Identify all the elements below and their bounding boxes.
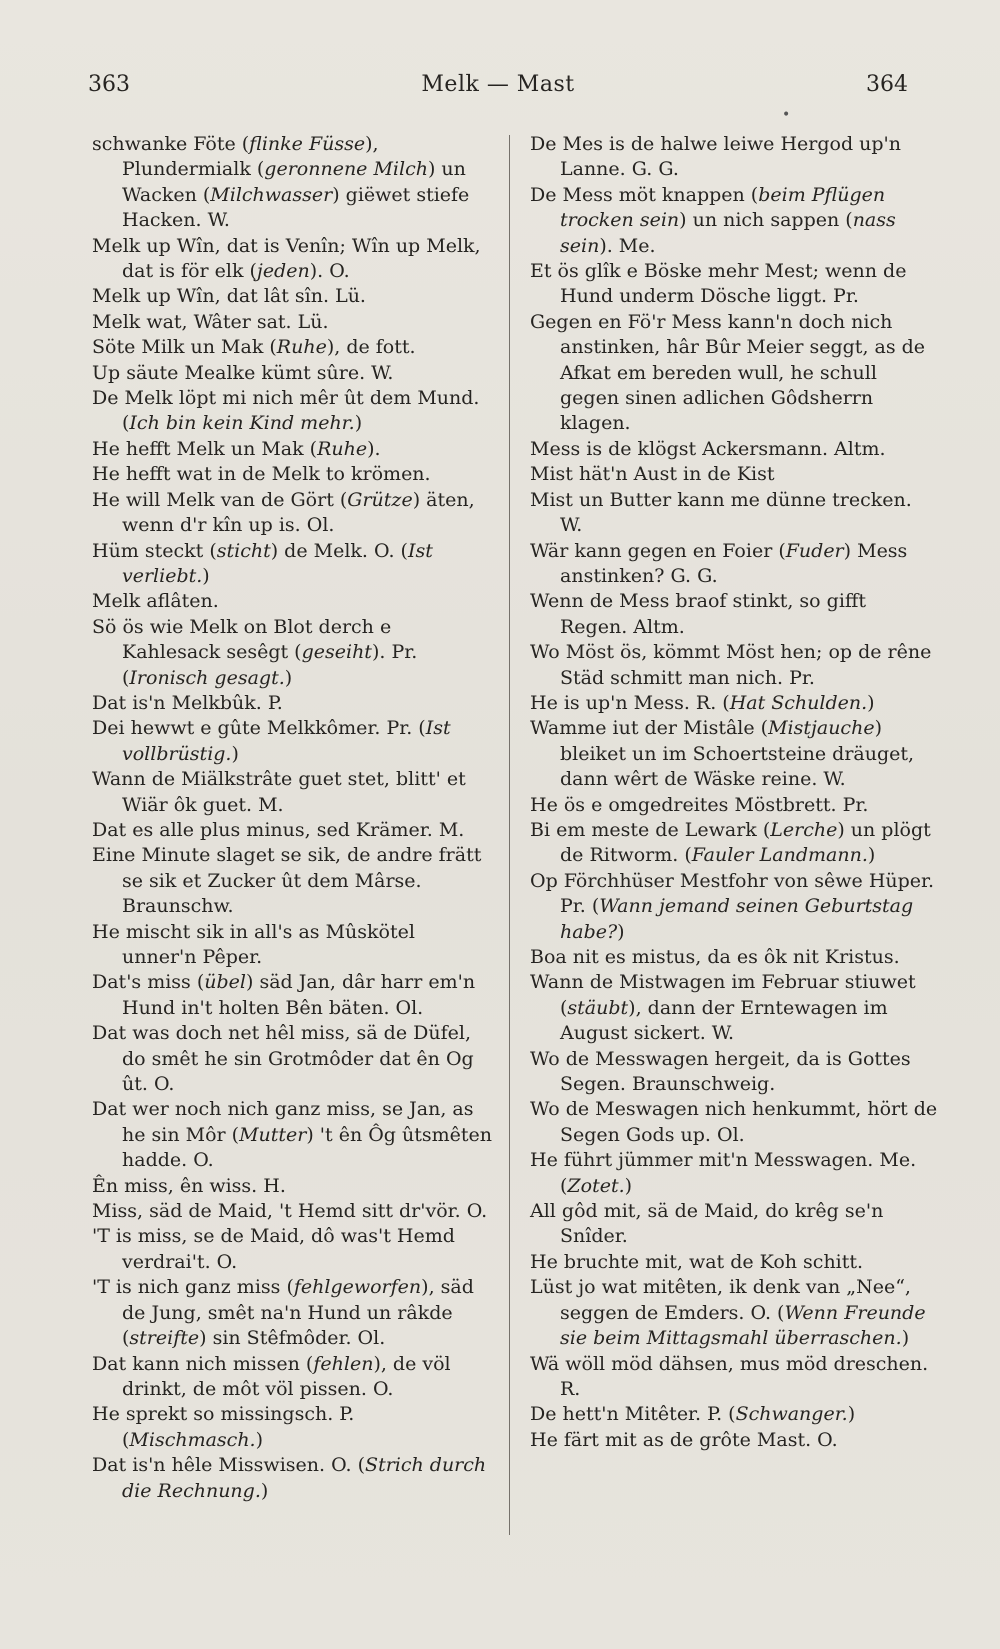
dialect-text: Dat wer noch nich ganz miss, se Jan, as he sin Môr (	[92, 1098, 474, 1146]
gloss-text: übel	[204, 971, 246, 994]
proverb-entry	[530, 1047, 938, 1098]
dialect-text: Wo de Messwagen hergeit, da is Gottes Segen. Braunschweig.	[530, 1047, 911, 1096]
dialect-text: Op Förchhüser Mestfohr von sêwe Hüper. Pr. (	[530, 869, 935, 918]
gloss-text: Schwanger.	[735, 1403, 848, 1426]
dialect-text: He will Melk van de Gört (	[92, 488, 348, 511]
dialect-text: ) un Wacken (	[122, 158, 466, 206]
dialect-text: Wä wöll möd dähsen, mus möd dreschen. R.	[530, 1352, 929, 1400]
dialect-text: )	[354, 412, 363, 435]
proverb-entry	[92, 1453, 492, 1504]
dialect-text: He ös e omgedreites Möstbrett. Pr.	[530, 793, 869, 816]
dialect-text: ), de völ drinkt, de môt völ pissen. O.	[122, 1352, 451, 1400]
dialect-text: ).	[367, 437, 381, 460]
dialect-text: Lüst jo wat mitêten, ik denk van „Nee“, seggen de Emders. O. (	[530, 1276, 911, 1324]
proverb-entry	[530, 462, 938, 487]
proverb-entry	[92, 234, 492, 285]
gloss-text: flinke Füsse	[249, 133, 366, 155]
dialect-text: Up säute Mealke kümt sûre. W.	[92, 361, 394, 384]
proverb-entry	[92, 437, 492, 462]
gloss-text: Hat Schulden.	[729, 691, 868, 714]
gloss-text: geseiht	[301, 641, 372, 664]
proverb-entry	[92, 310, 492, 335]
proverb-entry	[92, 132, 492, 234]
dialect-text: ), de fott.	[326, 336, 416, 359]
proverb-entry	[530, 691, 938, 716]
proverb-entry	[92, 361, 492, 386]
proverb-entry	[530, 589, 938, 640]
proverb-entry	[530, 818, 938, 869]
dialect-text: Wär kann gegen en Foier (	[530, 539, 786, 562]
dialect-text: )	[617, 920, 625, 943]
dialect-text: All gôd mit, sä de Maid, do krêg se'n Snîder.	[530, 1200, 884, 1248]
dialect-text: )	[867, 844, 876, 867]
dialect-text: He is up'n Mess. R. (	[530, 691, 730, 714]
gloss-text: streifte	[129, 1327, 200, 1350]
proverb-entry	[92, 615, 492, 691]
dialect-text: Wo Möst ös, kömmt Möst hen; op de rêne Städ schmitt man nich. Pr.	[530, 641, 932, 689]
gloss-text: Ruhe	[317, 437, 368, 460]
dialect-text: He hefft wat in de Melk to krömen.	[92, 463, 431, 486]
dialect-text: He bruchte mit, wat de Koh schitt.	[530, 1250, 864, 1273]
dialect-text: )	[624, 1174, 633, 1197]
dialect-text: Miss, säd de Maid, 't Hemd sitt dr'vör. O.	[92, 1200, 488, 1223]
gloss-text: Milchwasser	[210, 183, 333, 206]
proverb-entry	[92, 1224, 492, 1275]
dialect-text: Hüm steckt (	[92, 539, 217, 562]
gloss-text: Mischmasch.	[129, 1428, 256, 1451]
gloss-text: Ist vollbrüstig.	[122, 717, 451, 765]
proverb-entry	[92, 767, 492, 818]
dialect-text: Mess is de klögst Ackersmann. Altm.	[530, 437, 886, 460]
proverb-entry	[530, 488, 938, 539]
proverb-entry	[530, 869, 938, 945]
dialect-text: Dei hewwt e gûte Melkkômer. Pr. (	[92, 717, 426, 740]
gloss-text: stäubt	[567, 996, 629, 1019]
gloss-text: Zotet.	[567, 1174, 625, 1197]
proverb-entry	[530, 1428, 938, 1453]
proverb-entry	[92, 462, 492, 487]
gloss-text: Grütze	[347, 488, 413, 511]
dialect-text: He führt jümmer mit'n Messwagen. Me. (	[530, 1149, 917, 1197]
gloss-text: Lerche	[770, 818, 838, 841]
proverb-entry	[92, 386, 492, 437]
gloss-text: Strich durch die Rechnung.	[122, 1454, 487, 1502]
dialect-text: ) äten, wenn d'r kîn up is. Ol.	[122, 488, 475, 537]
dialect-text: De Mess möt knappen (	[530, 183, 759, 206]
proverb-entry	[92, 335, 492, 360]
dialect-text: De Mes is de halwe leiwe Hergod up'n Lanne. G. G.	[530, 133, 902, 181]
dialect-text: ) un plögt de Ritworm. (	[560, 818, 931, 867]
dialect-text: Wo de Meswagen nich henkummt, hört de Segen Gods up. Ol.	[530, 1098, 938, 1146]
dialect-text: Dat es alle plus minus, sed Krämer. M.	[92, 818, 465, 841]
gloss-text: Fauler Landmann.	[691, 844, 868, 867]
dialect-text: Melk aflâten.	[92, 590, 219, 613]
proverb-entry	[530, 1250, 938, 1275]
dialect-text: He mischt sik in all's as Mûskötel unner'n Pêper.	[92, 920, 415, 968]
dialect-text: Wann de Mistwagen im Februar stiuwet (	[530, 971, 916, 1019]
dialect-text: Mist un Butter kann me dünne trecken. W.	[530, 488, 912, 537]
gloss-text: beim Pflügen trocken sein	[560, 183, 886, 232]
dialect-text: Mist hät'n Aust in de Kist	[530, 463, 775, 486]
dialect-text: schwanke Föte (	[92, 133, 250, 155]
proverb-entry	[92, 1097, 492, 1173]
dialect-text: Dat is'n hêle Misswisen. O. (	[92, 1454, 366, 1477]
proverb-entry	[92, 589, 492, 614]
proverb-entry	[530, 640, 938, 691]
gloss-text: Wenn Freunde sie beim Mittagsmahl überraschen.	[560, 1301, 926, 1350]
dialect-text: ) Mess anstinken? G. G.	[560, 539, 908, 587]
dialect-text: He färt mit as de grôte Mast. O.	[530, 1428, 838, 1451]
dialect-text: Gegen en Fö'r Mess kann'n doch nich anstinken, hâr Bûr Meier seggt, as de Afkat em bereden wull, he schull gegen sinen adlichen Gôdsherrn klagen.	[530, 310, 926, 435]
page-number-left: 363	[88, 72, 130, 97]
proverb-entry	[92, 1199, 492, 1224]
dialect-text: )	[284, 666, 293, 689]
dialect-text: )	[202, 564, 210, 587]
proverb-entry	[92, 1275, 492, 1351]
proverb-entry	[92, 843, 492, 919]
proverb-entry	[530, 1148, 938, 1199]
proverb-entry	[92, 1402, 492, 1453]
dialect-text: ), dann der Erntewagen im August sickert. W.	[560, 996, 888, 1045]
dialect-text: He hefft Melk un Mak (	[92, 437, 318, 460]
proverb-entry	[530, 183, 938, 259]
dialect-text: He sprekt so missingsch. P. (	[92, 1403, 355, 1451]
dialect-text: )	[260, 1479, 269, 1502]
gloss-text: Ich bin kein Kind mehr.	[129, 412, 355, 435]
running-title: Melk — Mast	[421, 72, 575, 97]
proverb-entry	[530, 1275, 938, 1351]
dialect-text: Et ös glîk e Böske mehr Mest; wenn de Hund underm Dösche liggt. Pr.	[530, 260, 907, 308]
dialect-text: Dat was doch net hêl miss, sä de Düfel, do smêt he sin Grotmôder dat ên Og ût. O.	[92, 1022, 474, 1096]
proverb-entry	[92, 1021, 492, 1097]
gloss-text: nass sein	[560, 209, 896, 257]
dialect-text: De hett'n Mitêter. P. (	[530, 1403, 736, 1426]
gloss-text: Mutter	[239, 1123, 307, 1146]
dialect-text: De Melk löpt mi nich mêr ût dem Mund. (	[92, 387, 480, 435]
dialect-text: )	[847, 1403, 856, 1426]
proverb-entry	[530, 716, 938, 792]
dialect-text: Ên miss, ên wiss. H.	[92, 1174, 286, 1197]
dialect-text: Bi em meste de Lewark (	[530, 818, 771, 841]
dialect-text: Boa nit es mistus, da es ôk nit Kristus.	[530, 946, 900, 968]
proverb-entry	[92, 488, 492, 539]
dialect-text: ) sin Stêfmôder. Ol.	[199, 1327, 386, 1350]
dialect-text: Dat's miss (	[92, 971, 205, 994]
proverb-entry	[92, 716, 492, 767]
dialect-text: ) säd Jan, dâr harr em'n Hund in't holten Bên bäten. Ol.	[122, 971, 476, 1019]
dialect-text: ) 't ên Ôg ûtsmêten hadde. O.	[122, 1123, 493, 1172]
dialect-text: ) bleiket un im Schoertsteine dräuget, dann wêrt de Wäske reine. W.	[560, 717, 915, 791]
dialect-text: Sö ös wie Melk on Blot derch e Kahlesack sesêgt (	[92, 615, 392, 664]
proverb-entry	[530, 793, 938, 818]
proverb-entry	[92, 1352, 492, 1403]
proverb-entry	[92, 1174, 492, 1199]
gloss-text: jeden	[256, 260, 310, 283]
proverb-entry	[530, 259, 938, 310]
page-header	[88, 72, 908, 106]
proverb-entry	[530, 539, 938, 590]
proverb-entry	[92, 818, 492, 843]
proverb-entry	[530, 1402, 938, 1427]
dialect-text: Wamme iut der Mistâle (	[530, 717, 769, 740]
dialect-text: Eine Minute slaget se sik, de andre frätt se sik et Zucker ût dem Mârse. Braunschw.	[92, 844, 482, 918]
print-speck: •	[782, 107, 791, 123]
dialect-text: Söte Milk un Mak (	[92, 336, 277, 359]
proverb-entry	[530, 310, 938, 437]
dialect-text: Melk up Wîn, dat lât sîn. Lü.	[92, 285, 366, 308]
left-column	[92, 132, 492, 1589]
proverb-entry	[92, 284, 492, 309]
gloss-text: fehlgeworfen	[293, 1276, 422, 1299]
proverb-entry	[530, 970, 938, 1046]
proverb-entry	[530, 132, 938, 183]
proverb-entry	[92, 970, 492, 1021]
dialect-text: ) giëwet stiefe Hacken. W.	[122, 183, 470, 232]
dialect-text: Melk wat, Wâter sat. Lü.	[92, 310, 329, 333]
gloss-text: sticht	[216, 539, 271, 562]
dialect-text: ), säd de Jung, smêt na'n Hund un râkde (	[122, 1276, 474, 1350]
gloss-text: Fuder	[785, 539, 844, 562]
proverb-entry	[92, 920, 492, 971]
dialect-text: Wenn de Mess braof stinkt, so gifft Regen. Altm.	[530, 590, 867, 638]
proverb-entry	[530, 1352, 938, 1403]
page-number-right: 364	[866, 72, 908, 97]
dialect-text: Dat kann nich missen (	[92, 1352, 314, 1375]
dialect-text: )	[867, 691, 875, 714]
gloss-text: Ironisch gesagt.	[129, 666, 285, 689]
right-column	[530, 132, 938, 1589]
proverb-entry	[530, 1097, 938, 1148]
column-divider	[509, 135, 510, 1535]
dialect-text: ). O.	[309, 260, 350, 283]
dialect-text: 'T is nich ganz miss (	[92, 1276, 294, 1299]
gloss-text: Wann jemand seinen Geburtstag habe?	[560, 895, 914, 943]
dialect-text: ) de Melk. O. (	[270, 539, 408, 562]
dialect-text: Melk up Wîn, dat is Venîn; Wîn up Melk, dat is för elk (	[92, 234, 481, 283]
dialect-text: )	[231, 742, 239, 765]
gloss-text: Ruhe	[276, 336, 327, 359]
dialect-text: ). Pr. (	[122, 641, 418, 689]
proverb-entry	[92, 691, 492, 716]
gloss-text: Mistjauche	[768, 717, 875, 740]
proverb-entry	[530, 1199, 938, 1250]
dialect-text: )	[901, 1327, 910, 1350]
proverb-entry	[92, 539, 492, 590]
proverb-entry	[530, 437, 938, 462]
dialect-text: ). Me.	[599, 234, 656, 257]
proverb-entry	[530, 945, 938, 970]
gloss-text: Ist verliebt.	[122, 539, 433, 587]
dialect-text: ) un nich sappen (	[679, 209, 853, 232]
gloss-text: fehlen	[313, 1352, 374, 1375]
dialect-text: ), Plundermialk (	[122, 133, 379, 181]
dialect-text: )	[255, 1428, 264, 1451]
dialect-text: 'T is miss, se de Maid, dô was't Hemd verdrai't. O.	[92, 1225, 455, 1273]
dialect-text: Wann de Miälkstrâte guet stet, blitt' et Wiär ôk guet. M.	[92, 768, 466, 816]
dialect-text: Dat is'n Melkbûk. P.	[92, 691, 283, 714]
gloss-text: geronnene Milch	[264, 158, 428, 181]
